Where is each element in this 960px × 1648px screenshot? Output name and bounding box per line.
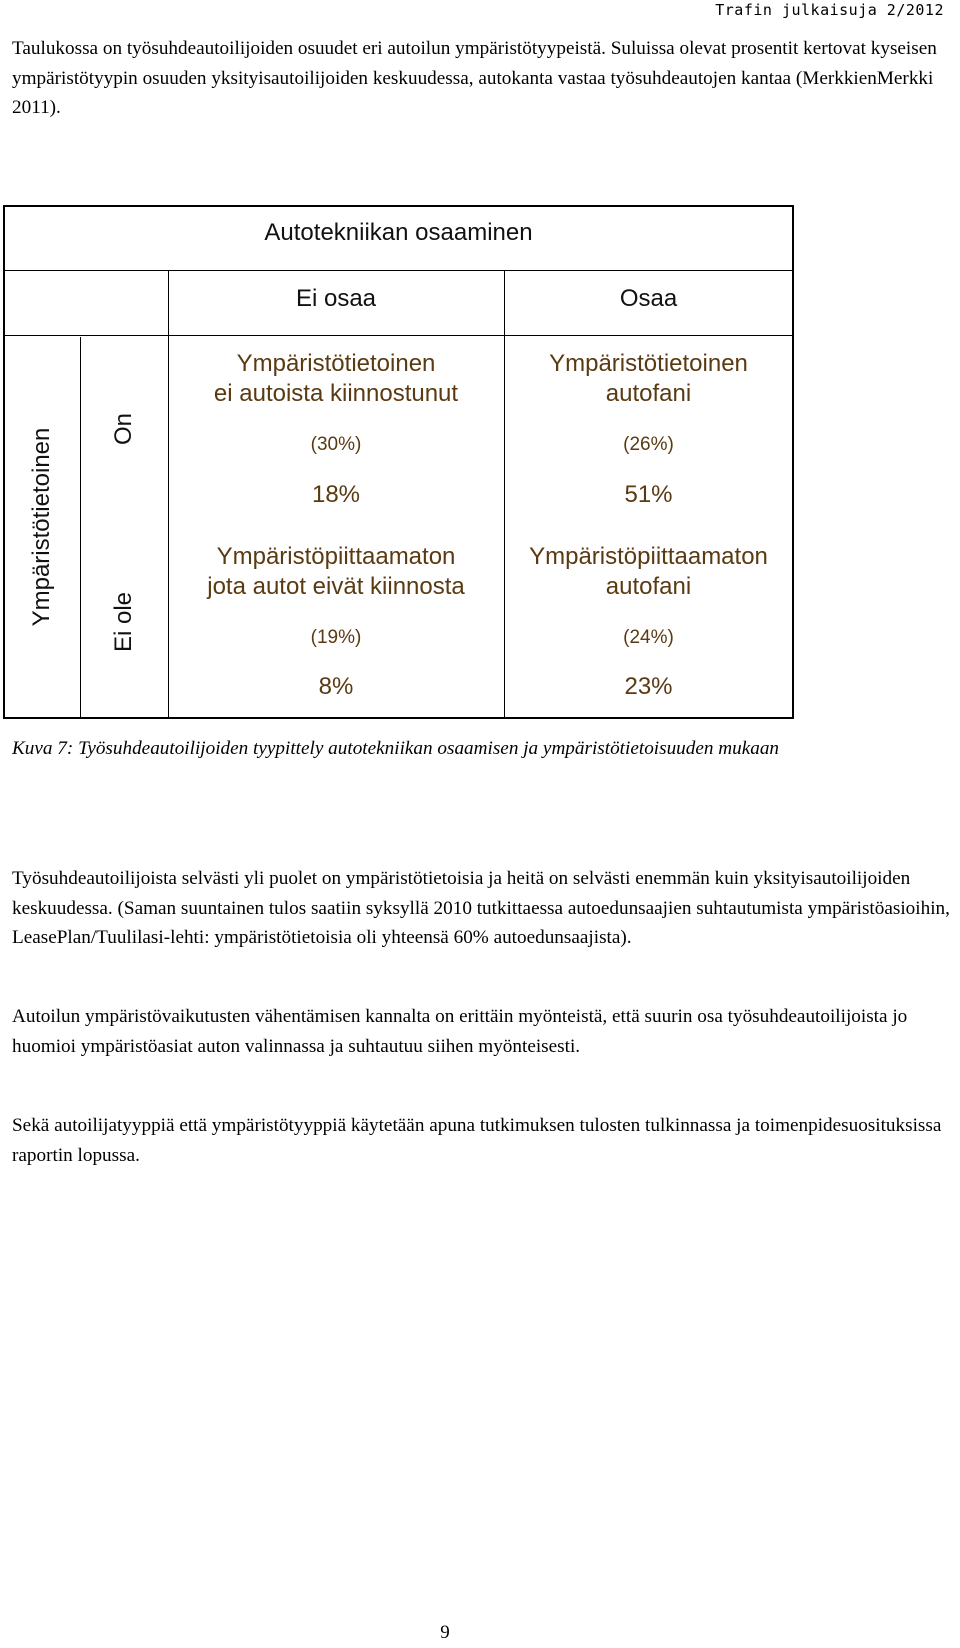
frame-top-line	[3, 205, 794, 207]
body-paragraph-3: Sekä autoilijatyyppiä että ympäristötyyppiä käytetään apuna tutkimuksen tulosten tulkinnassa ja toimenpidesuosituksissa raportin lopussa.	[12, 1115, 942, 1166]
frame-bottom-line	[3, 717, 794, 719]
cell-indifferent-car-fan-company-pct: 23%	[624, 673, 673, 700]
cell-eco-not-interested-company-pct: 18%	[311, 481, 361, 508]
cell-indifferent-not-interested-company-pct: 8%	[318, 673, 354, 700]
row-label-ei-ole: Ei ole	[110, 591, 137, 653]
grid-line-v1	[80, 337, 81, 718]
cell-eco-car-fan-title: Ympäristötietoinen autofani	[549, 350, 748, 407]
row-group-label: Ympäristötietoinen	[28, 427, 55, 627]
body-paragraph-1: Työsuhdeautoilijoista selvästi yli puolet on ympäristötietoisia ja heitä on selvästi enemmän kuin yksityisautoilijoiden keskuudessa. (Saman suuntainen tulos saatiin syksyllä 2010 tutkittaessa autoedunsaajien suhtautumista ympäristöasioihin, LeasePlan/Tuulilasi-lehti: ympäristötietoisia oli yhteensä 60% autoedunsaajista).	[12, 868, 950, 948]
intro-paragraph: Taulukossa on työsuhdeautoilijoiden osuudet eri autoilun ympäristötyypeistä. Suluissa olevat prosentit kertovat kyseisen ympäristötyypin osuuden yksityisautoilijoiden keskuudessa, autokanta vastaa työsuhdeautojen kantaa (MerkkienMerkki 2011).	[12, 38, 937, 118]
cell-eco-not-interested-private-pct: (30%)	[310, 434, 362, 455]
col-header-ei-osaa: Ei osaa	[295, 285, 377, 312]
row-label-on: On	[110, 413, 137, 446]
cell-indifferent-car-fan-title: Ympäristöpiittaamaton autofani	[529, 543, 768, 600]
top-header: Autotekniikan osaaminen	[264, 219, 533, 246]
col-header-osaa: Osaa	[619, 285, 678, 312]
cell-indifferent-not-interested-title: Ympäristöpiittaamaton jota autot eivät kiinnosta	[207, 543, 465, 600]
figure-caption: Kuva 7: Työsuhdeautoilijoiden tyypittely autotekniikan osaamisen ja ympäristötietoisuuden mukaan	[12, 738, 780, 759]
frame-left-line	[3, 205, 5, 718]
cell-eco-car-fan-private-pct: (26%)	[623, 434, 674, 455]
grid-line-h2	[3, 335, 794, 336]
cell-indifferent-car-fan-private-pct: (24%)	[623, 627, 674, 648]
type-matrix-figure	[0, 0, 960, 730]
cell-indifferent-not-interested-private-pct: (19%)	[310, 627, 362, 648]
grid-line-h1	[3, 270, 794, 271]
cell-eco-car-fan-company-pct: 51%	[624, 481, 673, 508]
body-paragraph-2: Autoilun ympäristövaikutusten vähentämisen kannalta on erittäin myönteistä, että suurin osa työsuhdeautoilijoista jo huomioi ympäristöasiat auton valinnassa ja suhtautuu siihen myönteisesti.	[12, 1006, 908, 1057]
page-number: 9	[440, 1622, 450, 1643]
running-header: Trafin julkaisuja 2/2012	[715, 1, 944, 19]
cell-eco-not-interested-title: Ympäristötietoinen ei autoista kiinnostunut	[213, 350, 459, 407]
